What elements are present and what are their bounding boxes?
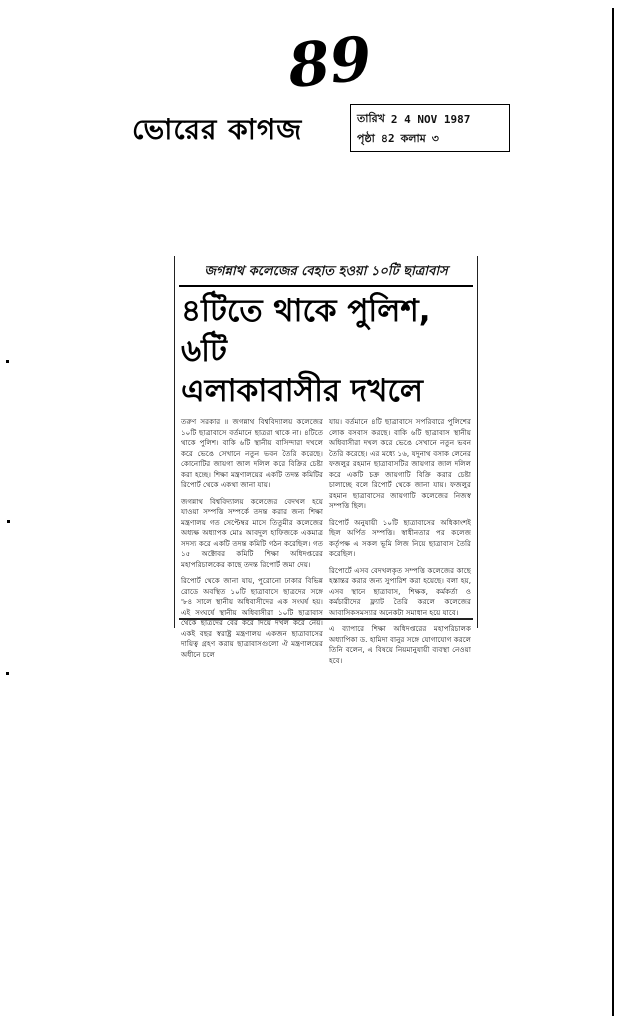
scan-speck xyxy=(6,672,9,675)
newspaper-masthead: ভোরের কাগজ xyxy=(132,113,303,146)
newspaper-clipping xyxy=(174,256,478,665)
article-paragraph: রিপোর্ট অনুযায়ী ১০টি ছাত্রাবাসের অধিকাংশই ছিল অর্পিত সম্পত্তি। স্বাধীনতার পর কলেজ কর্তৃপক্ষ এ সকল ভূমি লিজ নিয়ে ছাত্রাবাস তৈরি করেছিল। xyxy=(329,517,471,558)
stamp-date-row xyxy=(357,109,503,129)
article-paragraph: যায়। বর্তমানে ৪টি ছাত্রাবাসে সপরিবারে পুলিশের লোক বসবাস করছে। বাকি ৬টি ছাত্রাবাস স্থানীয় অধিবাসীরা দখল করে ভেঙে সেখানে নতুন ভবন তৈরি করেছে। এর মধ্যে ১৬, যদুনাথ বসাক লেনের ফজলুর রহমান ছাত্রাবাসটির জায়গার জাল দলিল করে একটি চক্র জায়গাটি বিক্রি করার চেষ্টা চালাচ্ছে বলে রিপোর্ট থেকে জানা যায়। ফজলুর রহমান ছাত্রাবাসের জায়গাটি কলেজের নিজস্ব সম্পত্তি ছিল। xyxy=(329,417,471,510)
article-paragraph: তরুণ সরকার ॥ জগন্নাথ বিশ্ববিদ্যালয় কলেজের ১০টি ছাত্রাবাসে বর্তমানে ছাত্ররা থাকে না। ৪টিতে থাকে পুলিশ। বাকি ৬টি স্থানীয় বাসিন্দারা দখলে করে ভেঙে সেখানে নতুন ভবন তৈরি করেছে। কোনোটির জায়গা জাল দলিল করে বিক্রির চেষ্টা করা হচ্ছে। শিক্ষা মন্ত্রণালয়ের একটি তদন্ত কমিটির রিপোর্ট থেকে একথা জানা যায়। xyxy=(181,417,323,489)
clipping-bottom-edge xyxy=(179,618,473,624)
scan-speck xyxy=(7,520,10,523)
article-headline xyxy=(181,291,471,411)
stamp-column-label: কলাম xyxy=(400,131,426,145)
headline-line-2: এলাকাবাসীর দখলে xyxy=(181,373,423,409)
scan-speck xyxy=(6,360,9,363)
stamp-page-row xyxy=(357,129,503,149)
article-kicker: জগন্নাথ কলেজের বেহাত হওয়া ১০টি ছাত্রাবাস xyxy=(179,260,473,287)
stamp-page-label: পৃষ্ঠা xyxy=(357,131,375,145)
stamp-page-value: ৪2 xyxy=(380,131,395,145)
article-paragraph: রিপোর্ট থেকে জানা যায়, পুরোনো ঢাকার বিভিন্ন রোডে অবস্থিত ১০টি ছাত্রাবাসে ছাত্রদের সঙ্গে '৮৪ সালে স্থানীয় অধিবাসীদের এক সংঘর্ষ হয়। এই সংঘর্ষে স্থানীয় অধিবাসীরা ১০টি ছাত্রাবাস থেকে ছাত্রদের বের করে দিয়ে দখল করে নেয়। একই বছর স্বরাষ্ট্র মন্ত্রণালয় একজন ছাত্রাবাসের দায়িত্ব গ্রহণ করায় ছাত্রাবাসগুলো ঐ মন্ত্রণালয়ের অধীনে চলে xyxy=(181,576,323,659)
archive-stamp xyxy=(350,104,510,152)
article-column-right xyxy=(329,417,471,672)
handwritten-page-number: 89 xyxy=(284,23,375,103)
article-paragraph: এ ব্যাপারে শিক্ষা অধিদপ্তরের মহাপরিচালক অধ্যাপিকা ড. হামিদা বানুর সঙ্গে যোগাযোগ করলে তিনি বলেন, এ বিষয়ে নিয়মানুযায়ী ব্যবস্থা নেওয়া হবে। xyxy=(329,624,471,665)
article-paragraph: জগন্নাথ বিশ্ববিদ্যালয় কলেজের বেদখল হয়ে যাওয়া সম্পত্তি সম্পর্কে তদন্ত করার জন্য শিক্ষা মন্ত্রণালয় গত সেপ্টেম্বর মাসে তিতুমীর কলেজের অধ্যক্ষ অধ্যাপক মোঃ আবদুল হাফিজকে একমাত্র সদস্য করে একটি তদন্ত কমিটি গঠন করেছিল। গত ১৫ অক্টোবর কমিটি শিক্ষা অধিদপ্তরের মহাপরিচালকের কাছে তদন্ত রিপোর্ট জমা দেয়। xyxy=(181,496,323,569)
scan-edge-line xyxy=(612,8,614,1016)
article-paragraph: রিপোর্টে এসব বেদখলকৃত সম্পত্তি কলেজের কাছে হস্তান্তর করার জন্য সুপারিশ করা হয়েছে। বলা হয়, এসব স্থানে ছাত্রাবাস, শিক্ষক, কর্মকর্তা ও কর্মচারীদের ফ্ল্যাট তৈরি করলে কলেজের আবাসিকসমস্যার অনেকটা সমাধান হয়ে যাবে। xyxy=(329,565,471,617)
article-column-left xyxy=(181,417,323,672)
stamp-date-value: 2 4 NOV 1987 xyxy=(390,112,471,126)
stamp-column-value: ৩ xyxy=(431,131,439,145)
article-body xyxy=(181,417,471,672)
headline-line-1: ৪টিতে থাকে পুলিশ, ৬টি xyxy=(181,293,431,369)
stamp-date-label: তারিখ xyxy=(357,111,385,125)
